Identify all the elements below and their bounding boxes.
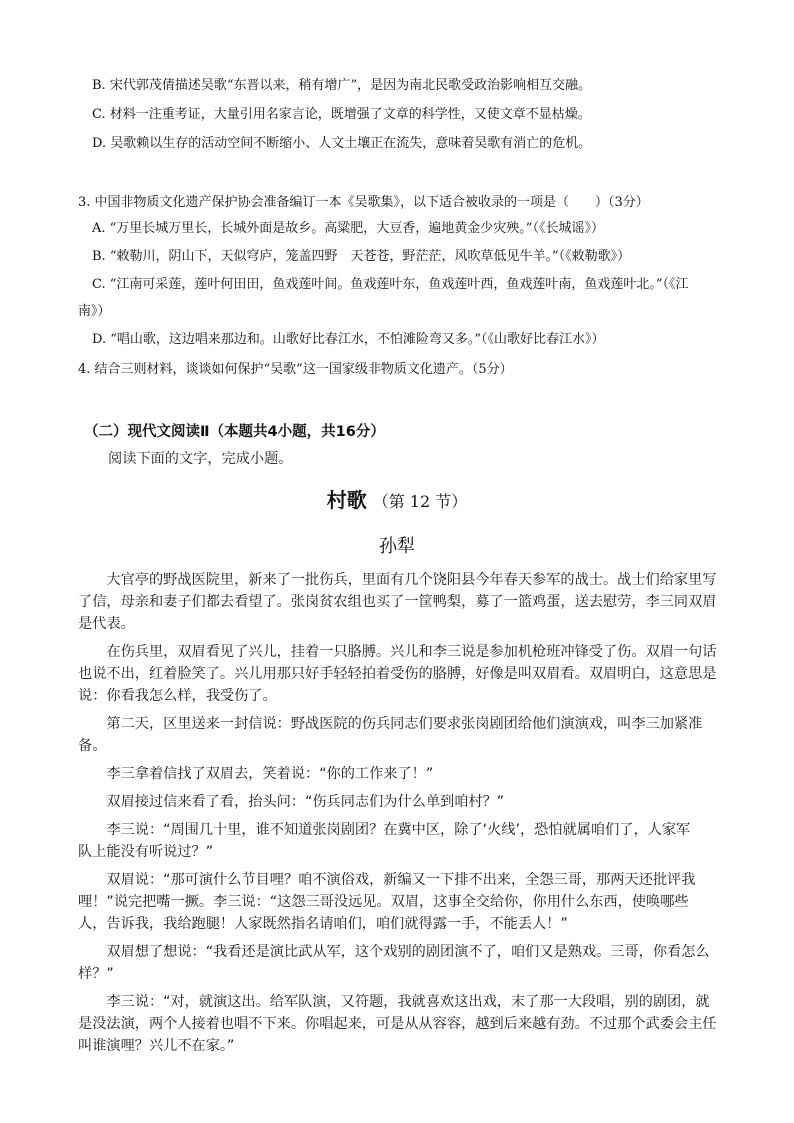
question-option-3a: A. “万里长城万里长，长城外面是故乡。高粱肥，大豆香，遍地黄金少灾殃。”（《长城谣》）: [92, 221, 604, 236]
question-4-stem: 4. 结合三则材料，谈谈如何保护“吴歌”这一国家级非物质文化遗产。（5分）: [78, 362, 513, 377]
article-line: 了信，母亲和妻子们都去看望了。张岗贫农组也买了一筐鸭梨，募了一篮鸡蛋，送去慰劳，李三同双眉: [78, 594, 717, 610]
article-line: 是代表。: [78, 616, 135, 632]
article-line: 是没法演，两个人接着也唱不下来。你唱起来，可是从从容容，越到后来越有劲。不过那个武委会主任: [78, 1016, 717, 1032]
article-line: 李三说：“周围几十里，谁不知道张岗剧团？在冀中区，除了‘火线’，恐怕就属咱们了，人家军: [78, 822, 691, 838]
article-line: 李三说：“对，就演这出。给军队演，又符题，我就喜欢这出戏，末了那一大段唱，别的剧团，就: [78, 994, 710, 1010]
article-line: 说：你看我怎么样，我受伤了。: [78, 688, 277, 704]
article-line: 备。: [78, 738, 107, 754]
article-line: 哩！”说完把嘴一撅。李三说：“这怨三哥没远见。双眉，这事全交给你，你用什么东西，使唤哪些: [78, 894, 689, 910]
article-line: 在伤兵里，双眉看见了兴儿，挂着一只胳膊。兴儿和李三说是参加机枪班冲锋受了伤。双眉一句话: [78, 644, 717, 660]
article-line: 双眉想了想说：“我看还是演比武从军，这个戏别的剧团演不了，咱们又是熟戏。三哥，你看怎么: [78, 944, 710, 960]
article-author: 孙犁: [379, 536, 415, 557]
article-line: 人，告诉我，我给跑腿！人家既然指名请咱们，咱们就得露一手，不能丢人！”: [78, 916, 568, 932]
question-option-3c-cont: 南》）: [78, 304, 111, 319]
question-option-2b: B. 宋代郭茂倩描述吴歌“东晋以来，稍有增广”，是因为南北民歌受政治影响相互交融。: [92, 78, 592, 93]
article-title-block: [0, 484, 794, 513]
question-option-3c: C. “江南可采莲，莲叶何田田，鱼戏莲叶间。鱼戏莲叶东，鱼戏莲叶西，鱼戏莲叶南，鱼戏莲叶北。”（《江: [92, 277, 689, 292]
article-line: 李三拿着信找了双眉去，笑着说：“你的工作来了！”: [78, 766, 434, 782]
article-line: 大官亭的野战医院里，新来了一批伤兵，里面有几个饶阳县今年春天参军的战士。战士们给家里写: [78, 572, 717, 588]
article-line: 双眉接过信来看了看，抬头问：“伤兵同志们为什么单到咱村？”: [78, 794, 505, 810]
article-title: 村歌: [326, 488, 367, 512]
section-instruction: 阅读下面的文字，完成小题。: [108, 451, 293, 467]
article-line: 第二天，区里送来一封信说：野战医院的伤兵同志们要求张岗剧团给他们演演戏，叫李三加紧准: [78, 716, 703, 732]
question-option-2d: D. 吴歌赖以生存的活动空间不断缩小、人文土壤正在流失，意味着吴歌有消亡的危机。: [92, 136, 592, 151]
section-heading: （二）现代文阅读Ⅱ（本题共4小题，共16分）: [84, 424, 385, 440]
question-option-2c: C. 材料一注重考证，大量引用名家言论，既增强了文章的科学性，又使文章不显枯燥。: [92, 107, 591, 122]
question-3-stem: 3. 中国非物质文化遗产保护协会准备编订一本《吴歌集》，以下适合被收录的一项是（ ）（3分）: [78, 195, 649, 210]
article-line: 也说不出，红着脸笑了。兴儿用那只好手轻轻拍着受伤的胳膊，好像是叫双眉看。双眉明白，这意思是: [78, 666, 717, 682]
article-line: 双眉说：“那可演什么节目哩？咱不演俗戏，新编又一下排不出来，全怨三哥，那两天还批评我: [78, 872, 696, 888]
article-subtitle: （第 12 节）: [372, 492, 468, 511]
article-line: 样？”: [78, 966, 114, 982]
question-option-3d: D. “唱山歌，这边唱来那边和。山歌好比春江水，不怕滩险弯又多。”（《山歌好比春江水》）: [92, 332, 605, 347]
question-option-3b: B. “敕勒川，阴山下，天似穹庐，笼盖四野 天苍苍，野茫茫，风吹草低见牛羊。”（《敕勒歌》）: [92, 249, 631, 264]
article-line: 队上能没有听说过？”: [78, 844, 214, 860]
article-line: 叫谁演哩？兴儿不在家。”: [78, 1038, 235, 1054]
